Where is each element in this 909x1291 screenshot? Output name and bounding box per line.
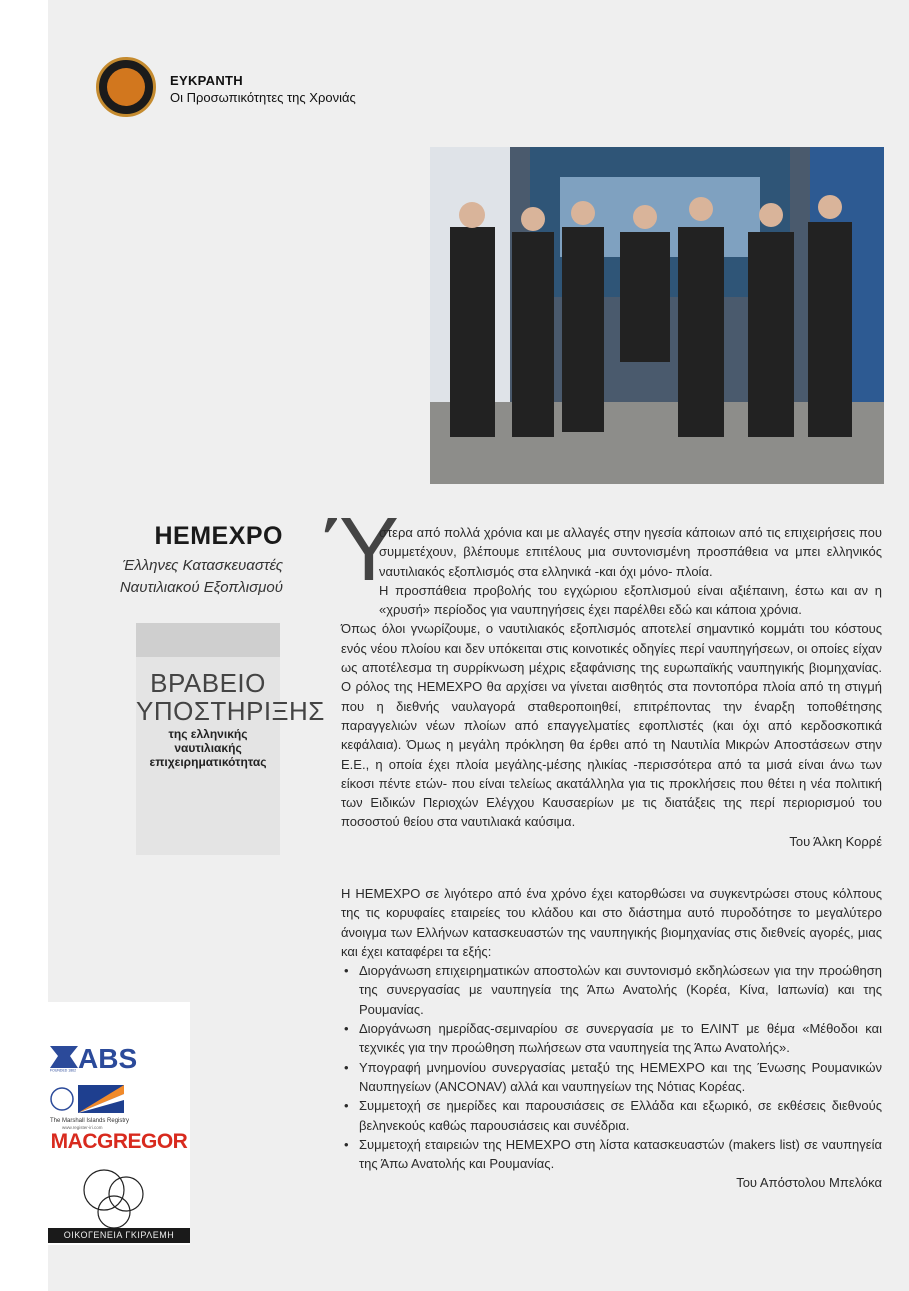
logo-figure [107, 68, 145, 106]
abs-eagle-icon [50, 1046, 78, 1068]
section-header [120, 522, 283, 599]
group-photo-illustration [430, 147, 884, 484]
article-one-signature: Του Άλκη Κορρέ [789, 833, 882, 849]
list-item: • Διοργάνωση ημερίδας-σεμιναρίου σε συνεργασία με το ΕΛΙΝΤ με θέμα «Μέθοδοι και τεχνικές για την προώθηση πωλήσεων στα ναυπηγεία της Άπω Ανατολής». [341, 1019, 882, 1058]
section-title: HEMEXPO [154, 522, 283, 550]
article-one-para3: Όπως όλοι γνωρίζουμε, ο ναυτιλιακός εξοπλισμός αποτελεί σημαντικό κομμάτι του κόστους ενός νέου πλοίου και δεν υπόκειται στις κοινοτικές οδηγίες περί ναυπηγήσεων, οι οποίες είχαν ως αποτέλεσμα τη συρρίκνωση μέχρις εξαφάνισης της ευρωπαϊκής ναυπηγικής βιομηχανίας. Ο ρόλος της HEMEXPO θα αρχίσει να γίνεται αισθητός στα ποντοπόρα πλοία από τη στιγμή που η διεθνής ναυλαγορά σταθεροποιηθεί, επιτρέποντας την έναρξη τοποθέτησης παραγγελιών νέων πλοίων από επαγγελματίες εφοπλιστές (και όχι από κερδοσκοπικά κεφάλαια). Όμως η μεγάλη πρόκληση θα έρθει από τη Ναυτιλία Μικρών Αποστάσεων στην Ε.Ε., η οποία έχει πλοία μεγάλης-μέσης ηλικίας -περισσότερα από τα μισά είναι άνω των είκοσι πέντε ετών- που είναι τελείως ακατάλληλα για τις προκλήσεις που θέτει η νέα πολιτική των Ειδικών Περιοχών Ελέγχου Καυσαερίων με τις διατάξεις της περί περιορισμού του ποσοστού θείου στα ναυτιλιακά καύσιμα. [341, 621, 882, 830]
award-fold [136, 623, 280, 657]
award-sub-line3: επιχειρηματικότητας [149, 755, 267, 769]
macgregor-logo: MACGREGOR [50, 1130, 188, 1153]
article-two-intro: Η HEMEXPO σε λιγότερο από ένα χρόνο έχει κατορθώσει να συγκεντρώσει στους κόλπους της τις κορυφαίες εταιρείες του κλάδου και στο διάστημα αυτό πυροδότησε το μεγαλύτερο άνοιγμα των Ελλήνων κατασκευαστών της ναυπηγικής βιομηχανίας στις διεθνείς αγορές, μιας και έχει καταφέρει τα εξής: [341, 886, 882, 959]
article-one [341, 523, 882, 851]
article-one-para2: Η προσπάθεια προβολής του εγχώριου εξοπλισμού είναι αξιέπαινη, έστω και αν η «χρυσή» περίοδος για ναυπηγήσεις έχει παρέλθει εδώ και κάποια χρόνια. [379, 582, 882, 618]
sponsors-panel [48, 1002, 190, 1245]
award-sub-line2: ναυτιλιακής [174, 741, 242, 755]
award-subtitle [136, 727, 280, 769]
list-item: • Συμμετοχή εταιρειών της HEMEXPO στη λίστα κατασκευαστών (makers list) σε ναυπηγεία της Άπω Ανατολής και Ρουμανίας. [341, 1135, 882, 1174]
article-two [341, 884, 882, 1193]
award-title-line1: ΒΡΑΒΕΙΟ [150, 668, 266, 698]
award-title-line2: ΥΠΟΣΤΗΡΙΞΗΣ [136, 696, 325, 726]
header-title: ΕΥΚΡΑΝΤΗ [170, 73, 243, 88]
gkirlemi-rings-icon [76, 1162, 156, 1232]
award-sub-line1: της ελληνικής [168, 727, 248, 741]
abs-founded: FOUNDED 1862 [50, 1068, 77, 1073]
mi-registry-name: The Marshall Islands Registry [50, 1118, 130, 1124]
mi-registry-url: www.register-iri.com [62, 1125, 103, 1130]
section-subtitle-line1: Έλληνες Κατασκευαστές [122, 557, 283, 574]
mi-seal-icon [51, 1088, 73, 1110]
section-subtitle-line2: Ναυτιλιακού Εξοπλισμού [119, 579, 283, 596]
article-two-signature: Του Απόστολου Μπελόκα [736, 1175, 882, 1191]
article-one-para1: στερα από πολλά χρόνια και με αλλαγές στην ηγεσία κάποιων από τις επιχειρήσεις που συμμετέχουν, βλέπουμε επιτέλους μια συντονισμένη προσπάθεια να μπει ελληνικός ναυτιλιακός εξοπλισμός στα ελληνικά -και όχι μόνο- πλοία. [379, 525, 882, 579]
award-title [136, 668, 325, 726]
drop-cap: Ύ [322, 500, 399, 600]
gkirlemi-band: ΟΙΚΟΓΕΝΕΙΑ ΓΚΙΡΛΕΜΗ [48, 1228, 190, 1243]
abs-wordmark: ABS [78, 1043, 138, 1074]
abs-logo [48, 1042, 190, 1072]
list-item: • Υπογραφή μνημονίου συνεργασίας μεταξύ της HEMEXPO και της Ένωσης Ρουμανικών Ναυπηγείων (ANCONAV) αλλά και ναυπηγείων της Νότιας Κορέας. [341, 1058, 882, 1097]
achievements-list [341, 961, 882, 1173]
award-box [136, 623, 325, 855]
group-photo [430, 147, 884, 484]
eukranti-logo [96, 57, 156, 117]
list-item: • Διοργάνωση επιχειρηματικών αποστολών και συντονισμό εκδηλώσεων για την προώθηση της συνεργασίας με ναυπηγεία της Άπω Ανατολής (Κορέα, Κίνα, Ιαπωνία) και της Ρουμανίας. [341, 961, 882, 1019]
header-subtitle: Οι Προσωπικότητες της Χρονιάς [170, 90, 356, 105]
marshall-islands-logo [48, 1080, 190, 1132]
list-item: • Συμμετοχή σε ημερίδες και παρουσιάσεις σε Ελλάδα και εξωρικό, σε εκθέσεις διεθνούς βεληνεκούς καθώς παρουσιάσεις και συνέδρια. [341, 1096, 882, 1135]
